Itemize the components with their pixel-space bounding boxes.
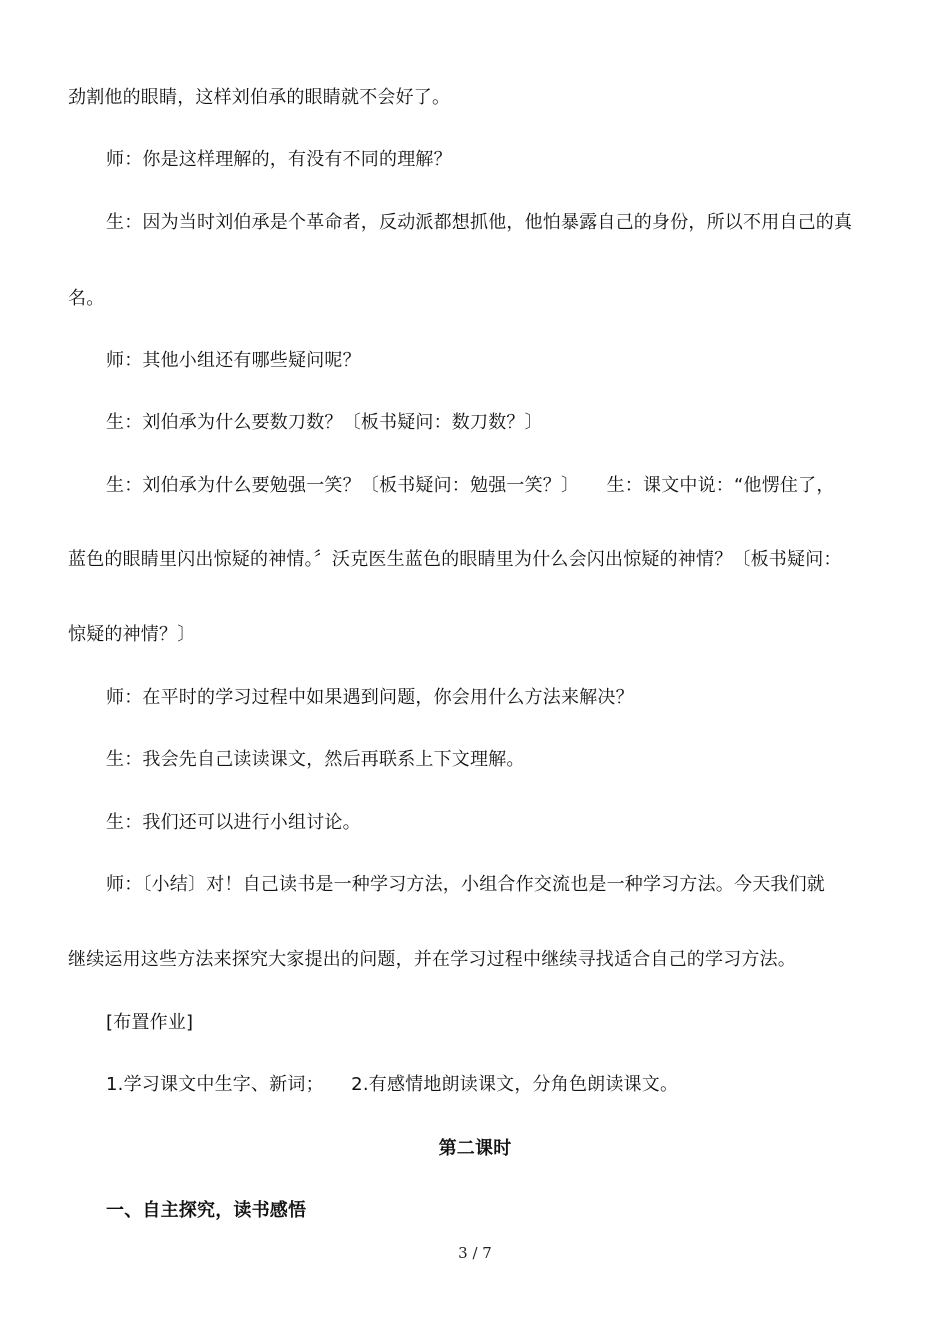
paragraph-line: 蓝色的眼睛里闪出惊疑的神情。〞沃克医生蓝色的眼睛里为什么会闪出惊疑的神情？〔板书疑问： <box>68 549 842 570</box>
paragraph-line: 惊疑的神情？〕 <box>68 624 196 645</box>
paragraph-line: 生：刘伯承为什么要勉强一笑？〔板书疑问：勉强一笑？〕 生：课文中说：“他愣住了， <box>106 475 835 496</box>
paragraph-line: 师：〔小结〕对！自己读书是一种学习方法，小组合作交流也是一种学习方法。今天我们就 <box>106 874 825 895</box>
paragraph-line: 生：刘伯承为什么要数刀数？〔板书疑问：数刀数？〕 <box>106 412 543 433</box>
paragraph-line: [布置作业] <box>106 1012 194 1033</box>
paragraph-line: 继续运用这些方法来探究大家提出的问题，并在学习过程中继续寻找适合自己的学习方法。 <box>68 949 796 970</box>
paragraph-line: 生：因为当时刘伯承是个革命者，反动派都想抓他，他怕暴露自己的身份，所以不用自己的真 <box>106 212 853 233</box>
page-number: 3 / 7 <box>458 1244 492 1262</box>
paragraph-line: 1.学习课文中生字、新词； 2.有感情地朗读课文，分角色朗读课文。 <box>106 1074 679 1095</box>
paragraph-line: 生：我们还可以进行小组讨论。 <box>106 812 361 833</box>
paragraph-line: 名。 <box>68 288 105 309</box>
section-title: 第二课时 <box>438 1138 512 1159</box>
paragraph-line: 生：我会先自己读读课文，然后再联系上下文理解。 <box>106 749 525 770</box>
paragraph-line: 师：其他小组还有哪些疑问呢？ <box>106 350 361 371</box>
paragraph-line: 师：在平时的学习过程中如果遇到问题，你会用什么方法来解决？ <box>106 687 634 708</box>
paragraph-line: 师：你是这样理解的，有没有不同的理解？ <box>106 149 452 170</box>
subheading: 一、自主探究，读书感悟 <box>106 1200 307 1221</box>
paragraph-line: 劲割他的眼睛，这样刘伯承的眼睛就不会好了。 <box>68 87 451 108</box>
